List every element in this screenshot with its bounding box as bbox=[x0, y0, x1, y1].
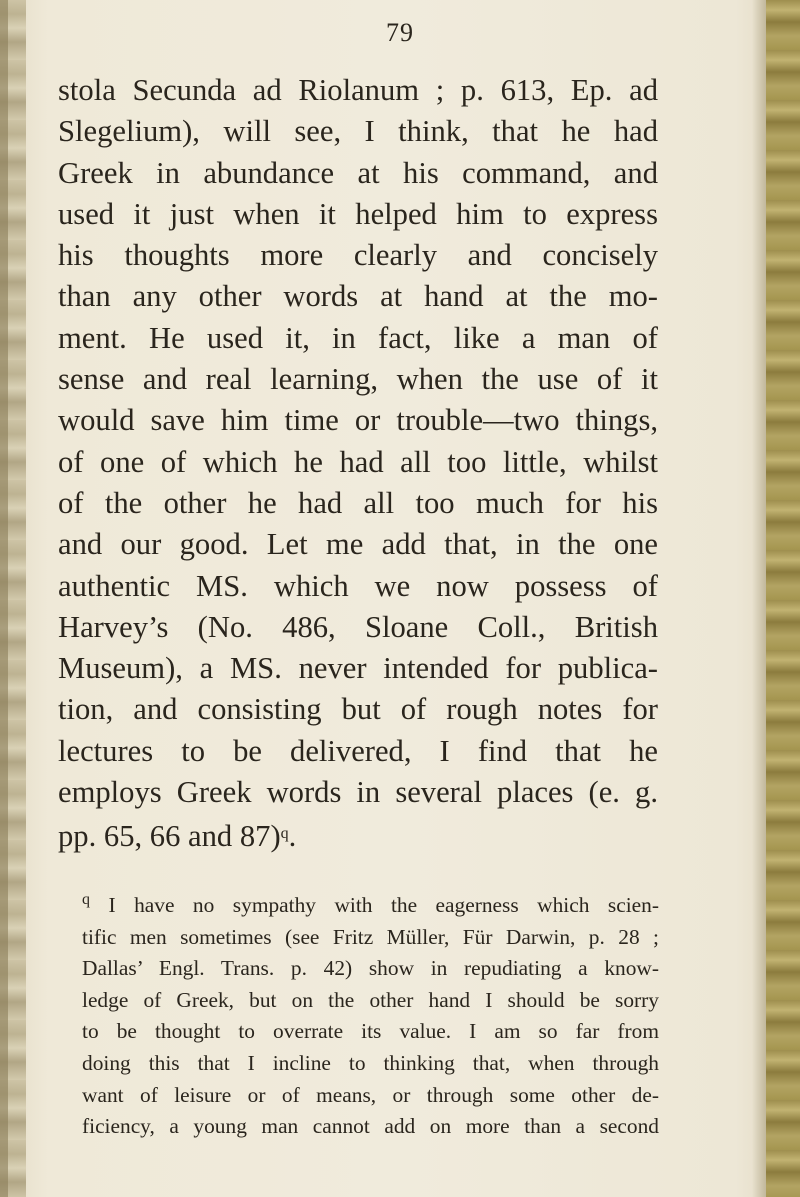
body-line: of one of which he had all too little, whilst bbox=[58, 444, 658, 479]
footnote-line: want of leisure or of means, or through some other de- bbox=[82, 1082, 659, 1107]
page-gutter-shadow bbox=[752, 0, 766, 1197]
page-binding-right bbox=[766, 0, 800, 1197]
body-line: Museum), a MS. never intended for publica- bbox=[58, 651, 658, 686]
body-line: employs Greek words in several places (e. g. bbox=[58, 775, 658, 810]
body-line-last: pp. 65, 66 and 87)$^q$. bbox=[58, 819, 297, 854]
footnote-line: to be thought to overrate its value. I am so far from bbox=[82, 1019, 659, 1044]
footnote-line-text: I have no sympathy with the eagerness which scien- bbox=[108, 893, 659, 917]
footnote bbox=[82, 884, 659, 1143]
footnote-line-first bbox=[82, 884, 659, 922]
body-line: stola Secunda ad Riolanum ; p. 613, Ep. ad bbox=[58, 73, 658, 107]
body-line: tion, and consisting but of rough notes for bbox=[58, 692, 658, 727]
footnote-line: ledge of Greek, but on the other hand I should be sorry bbox=[82, 987, 659, 1012]
body-line: lectures to be delivered, I find that he bbox=[58, 733, 658, 768]
body-line: authentic MS. which we now possess of bbox=[58, 568, 658, 603]
footnote-line: Dallas’ Engl. Trans. p. 42) show in repudiating a know- bbox=[82, 956, 659, 981]
body-line: Slegelium), will see, I think, that he had bbox=[58, 114, 658, 149]
body-line: and our good. Let me add that, in the one bbox=[58, 527, 658, 562]
footnote-reference: q bbox=[280, 825, 289, 843]
page-number: 79 bbox=[386, 18, 414, 47]
body-line: sense and real learning, when the use of it bbox=[58, 362, 658, 397]
body-line: ment. He used it, in fact, like a man of bbox=[58, 320, 658, 355]
page-edge-left bbox=[0, 0, 8, 1197]
footnote-line: tific men sometimes (see Fritz Müller, Für Darwin, p. 28 ; bbox=[82, 924, 659, 949]
body-line-text: pp. 65, 66 and 87) bbox=[58, 819, 281, 854]
body-line: would save him time or trouble—two things, bbox=[58, 403, 658, 438]
body-line: Greek in abundance at his command, and bbox=[58, 155, 658, 190]
footnote-line: doing this that I incline to thinking that, when through bbox=[82, 1050, 659, 1075]
body-text bbox=[58, 70, 658, 858]
body-line: of the other he had all too much for his bbox=[58, 485, 658, 520]
body-line: his thoughts more clearly and concisely bbox=[58, 238, 658, 273]
footnote-line: ficiency, a young man cannot add on more than a second bbox=[82, 1114, 659, 1139]
body-line: Harvey’s (No. 486, Sloane Coll., British bbox=[58, 609, 658, 644]
body-line: used it just when it helped him to express bbox=[58, 196, 658, 231]
footnote-marker: q bbox=[82, 891, 90, 908]
body-line: than any other words at hand at the mo- bbox=[58, 279, 658, 314]
